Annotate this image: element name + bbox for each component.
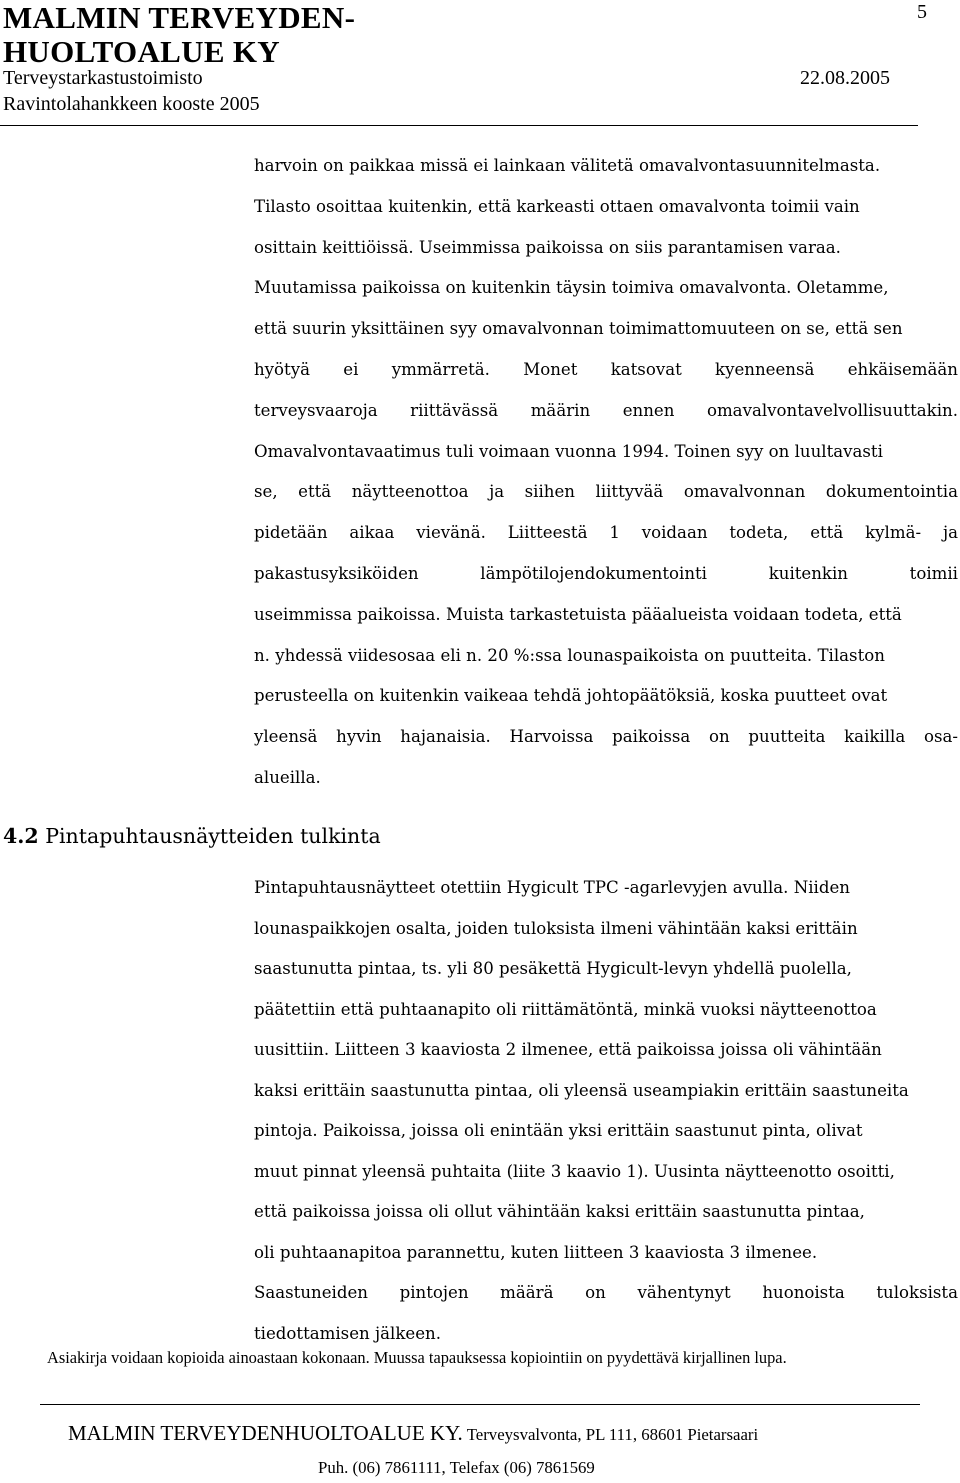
paragraph-line: saastunutta pintaa, ts. yli 80 pesäkettä Hygicult-levyn yhdellä puolella, — [254, 959, 852, 978]
footer-address-line — [68, 1418, 758, 1451]
paragraph-line: muut pinnat yleensä puhtaita (liite 3 kaavio 1). Uusinta näytteenotto osoitti, — [254, 1161, 895, 1181]
header-date: 22.08.2005 — [800, 67, 890, 89]
header-unit: Terveystarkastustoimisto — [3, 67, 203, 89]
paragraph-line: terveysvaaroja riittävässä määrin ennen omavalvontavelvollisuuttakin. — [254, 400, 958, 420]
paragraph-line: alueilla. — [254, 767, 321, 787]
footer-organization: MALMIN TERVEYDENHUOLTOALUE KY. — [68, 1421, 463, 1445]
paragraph-line: n. yhdessä viidesosaa eli n. 20 %:ssa lounaspaikoista on puutteita. Tilaston — [254, 645, 885, 665]
paragraph-line: useimmissa paikoissa. Muista tarkastetuista pääalueista voidaan todeta, että — [254, 604, 902, 624]
paragraph-omavalvonta — [254, 146, 958, 799]
paragraph-line: Tilasto osoittaa kuitenkin, että karkeasti ottaen omavalvonta toimii vain — [254, 196, 860, 216]
paragraph-line: että suurin yksittäinen syy omavalvonnan toimimattomuuteen on se, että sen — [254, 319, 903, 339]
header-org-line2: HUOLTOALUE KY — [3, 34, 280, 69]
section-title: Pintapuhtausnäytteiden tulkinta — [45, 824, 381, 848]
paragraph-line: kaksi erittäin saastunutta pintaa, oli yleensä useampiakin erittäin saastuneita — [254, 1080, 909, 1100]
section-heading — [3, 821, 381, 851]
footer-phone: Puh. (06) 7861111, Telefax (06) 7861569 — [318, 1458, 595, 1477]
paragraph-line: se, että näytteenottoa ja siihen liittyvää omavalvonnan dokumentointia — [254, 482, 958, 502]
footer-divider — [40, 1404, 920, 1405]
section-number: 4.2 — [3, 824, 39, 848]
paragraph-line: perusteella on kuitenkin vaikeaa tehdä johtopäätöksiä, koska puutteet ovat — [254, 686, 888, 706]
page-number: 5 — [917, 1, 927, 23]
paragraph-line: osittain keittiöissä. Useimmissa paikoissa on siis parantamisen varaa. — [254, 237, 841, 257]
paragraph-line: että paikoissa joissa oli ollut vähintään kaksi erittäin saastunutta pintaa, — [254, 1202, 865, 1221]
paragraph-line: pintoja. Paikoissa, joissa oli enintään yksi erittäin saastunut pinta, olivat — [254, 1121, 863, 1140]
header-divider — [0, 125, 918, 126]
paragraph-line: lounaspaikkojen osalta, joiden tuloksista ilmeni vähintään kaksi erittäin — [254, 918, 858, 938]
paragraph-pintapuhtaus — [254, 868, 958, 1354]
paragraph-line: Muutamissa paikoissa on kuitenkin täysin toimiva omavalvonta. Oletamme, — [254, 278, 889, 298]
paragraph-line: hyötyä ei ymmärretä. Monet katsovat kyenneensä ehkäisemään — [254, 359, 958, 379]
paragraph-line: Omavalvontavaatimus tuli voimaan vuonna 1994. Toinen syy on luultavasti — [254, 441, 883, 461]
paragraph-line: pakastusyksiköiden lämpötilojendokumentointi kuitenkin toimii — [254, 563, 958, 583]
paragraph-line: oli puhtaanapitoa parannettu, kuten liitteen 3 kaaviosta 3 ilmenee. — [254, 1242, 818, 1262]
paragraph-line: harvoin on paikkaa missä ei lainkaan välitetä omavalvontasuunnitelmasta. — [254, 156, 881, 175]
footer-address: Terveysvalvonta, PL 111, 68601 Pietarsaari — [462, 1425, 759, 1444]
paragraph-line: uusittiin. Liitteen 3 kaaviosta 2 ilmenee, että paikoissa joissa oli vähintään — [254, 1040, 882, 1059]
copy-notice: Asiakirja voidaan kopioida ainoastaan kokonaan. Muussa tapauksessa kopiointiin on pyydettävä kirjallinen lupa. — [47, 1348, 787, 1367]
paragraph-line: päätettiin että puhtaanapito oli riittämätöntä, minkä vuoksi näytteenottoa — [254, 999, 877, 1019]
header-organization — [3, 1, 523, 69]
paragraph-line: yleensä hyvin hajanaisia. Harvoissa paikoissa on puutteita kaikilla osa- — [254, 727, 958, 747]
paragraph-line: pidetään aikaa vievänä. Liitteestä 1 voidaan todeta, että kylmä- ja — [254, 523, 958, 543]
header-project: Ravintolahankkeen kooste 2005 — [3, 93, 260, 115]
paragraph-line: Saastuneiden pintojen määrä on vähentynyt huonoista tuloksista — [254, 1283, 958, 1302]
paragraph-line: tiedottamisen jälkeen. — [254, 1323, 441, 1343]
header-org-line1: MALMIN TERVEYDEN- — [3, 0, 356, 35]
paragraph-line: Pintapuhtausnäytteet otettiin Hygicult TPC -agarlevyjen avulla. Niiden — [254, 878, 850, 897]
